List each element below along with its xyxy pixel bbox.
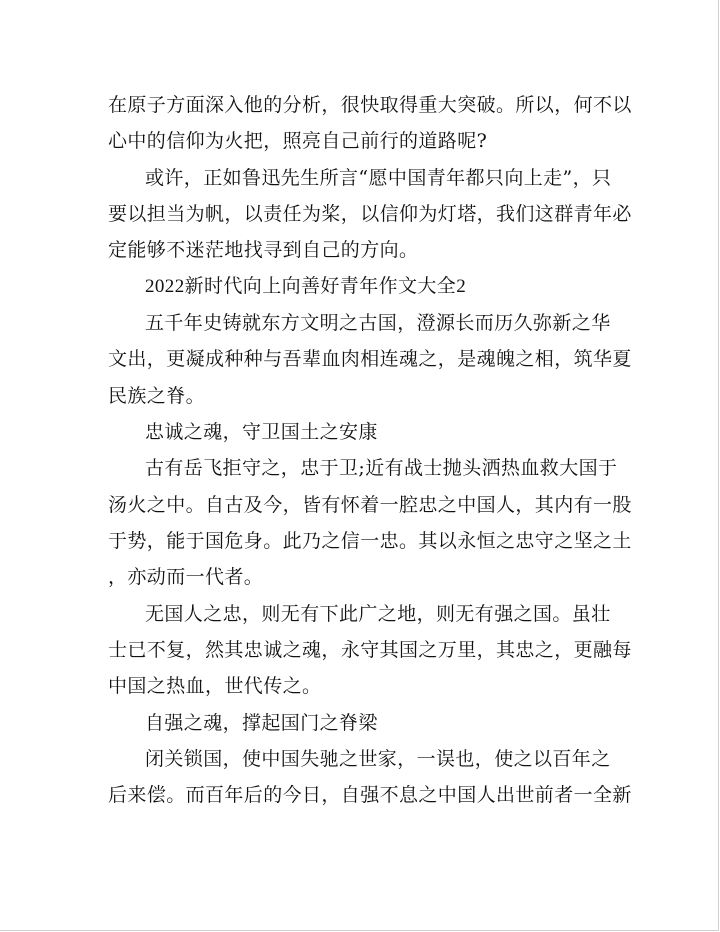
paragraph-line: 文出，更凝成种种与吾辈血肉相连魂之，是魂魄之相，筑华夏 (108, 348, 632, 370)
paragraph-line: 或许，正如鲁迅先生所言“愿中国青年都只向上走”，只 (145, 167, 612, 189)
paragraph-line: 闭关锁国，使中国失驰之世家，一误也，使之以百年之 (145, 748, 611, 770)
paragraph-line: 士已不复，然其忠诚之魂，永守其国之万里，其忠之，更融每 (108, 639, 632, 661)
section-heading: 自强之魂，撑起国门之脊梁 (145, 712, 378, 734)
paragraph-line: 汤火之中。自古及今，皆有怀着一腔忠之中国人，其内有一股 (108, 494, 632, 516)
paragraph-line: 后来偿。而百年后的今日，自强不息之中国人出世前者一全新 (108, 784, 632, 806)
section-title: 2022新时代向上向善好青年作文大全2 (145, 276, 467, 297)
paragraph-line: 民族之脊。 (108, 385, 206, 407)
paragraph-line: 定能够不迷茫地找寻到自己的方向。 (108, 239, 419, 261)
paragraph-line: 古有岳飞拒守之，忠于卫;近有战士抛头洒热血救大国于 (145, 457, 618, 479)
paragraph-line: 中国之热血，世代传之。 (108, 675, 322, 697)
paragraph-line: ，亦动而一代者。 (108, 566, 264, 588)
paragraph-line: 在原子方面深入他的分析，很快取得重大突破。所以，何不以 (108, 94, 632, 116)
paragraph-line: 五千年史铸就东方文明之古国，澄源长而历久弥新之华 (145, 312, 611, 334)
paragraph-line: 无国人之忠，则无有下此广之地，则无有强之国。虽壮 (145, 603, 611, 625)
paragraph-line: 心中的信仰为火把，照亮自己前行的道路呢? (108, 130, 488, 152)
paragraph-line: 于势，能于国危身。此乃之信一忠。其以永恒之忠守之坚之土 (108, 530, 632, 552)
paragraph-line: 要以担当为帆，以责任为桨，以信仰为灯塔，我们这群青年必 (108, 203, 632, 225)
section-heading: 忠诚之魂，守卫国土之安康 (145, 421, 378, 443)
